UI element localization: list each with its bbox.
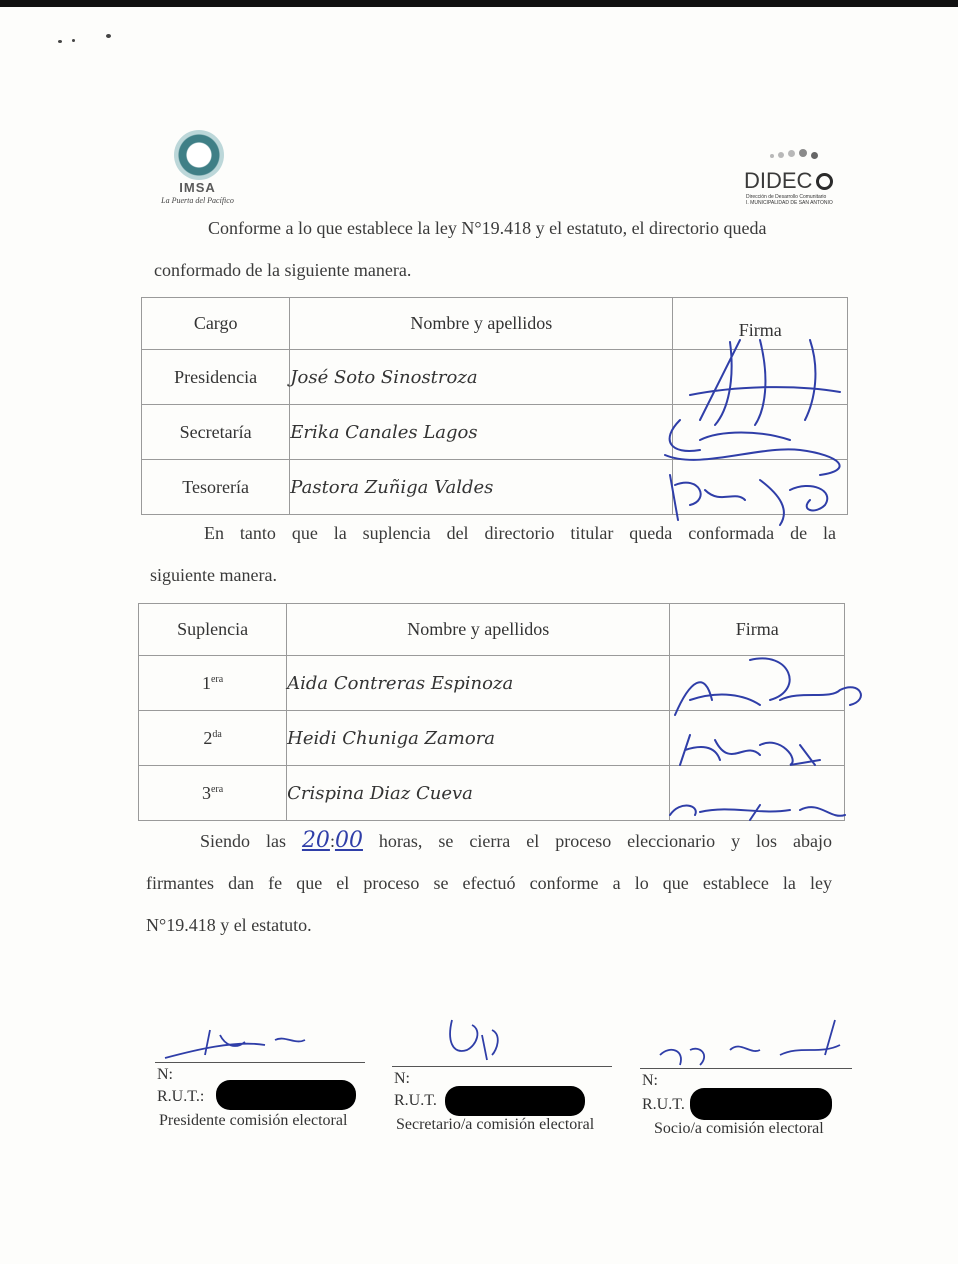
signature-member [640, 1010, 852, 1072]
suplencia-ordinal-3: $3^{era}$ [139, 766, 287, 821]
n-label: N: [642, 1072, 658, 1089]
header-nombre: Nombre y apellidos [290, 298, 673, 350]
signature-line [640, 1068, 852, 1069]
closing-line-3: N°19.418 y el estatuto. [146, 915, 312, 935]
firma-cell [670, 656, 845, 711]
redaction-bar [690, 1088, 832, 1120]
nombre-secretaria: Erika Canales Lagos [290, 405, 673, 460]
header-firma: Firma [670, 604, 845, 656]
directorio-table [141, 297, 848, 515]
suplencia-line-2: siguiente manera. [150, 565, 277, 585]
suplencia-table [138, 603, 845, 821]
n-label: N: [157, 1066, 173, 1083]
rut-label: R.U.T. [642, 1096, 685, 1113]
suplencia-paragraph [150, 512, 836, 596]
intro-line-2: conformado de la siguiente manera. [154, 260, 412, 280]
header-firma: Firma [673, 298, 848, 350]
rut-label: R.U.T. [394, 1092, 437, 1109]
role-label: Presidente comisión electoral [159, 1112, 348, 1129]
dideco-circle-icon [816, 173, 833, 190]
suplencia-ordinal-2: $2^{da}$ [139, 711, 287, 766]
firma-cell [673, 460, 848, 515]
intro-line-1: Conforme a lo que establece la ley N°19.418 y el estatuto, el directorio queda [208, 218, 767, 238]
scan-top-edge [0, 0, 958, 7]
header-nombre: Nombre y apellidos [287, 604, 670, 656]
dideco-wordmark: DIDEC [744, 168, 813, 193]
signature-line [392, 1066, 612, 1067]
imsa-logo [150, 130, 245, 208]
header-suplencia: Suplencia [139, 604, 287, 656]
cargo-secretaria: Secretaría [142, 405, 290, 460]
n-label: N: [394, 1070, 410, 1087]
firma-cell [673, 350, 848, 405]
closing-minutes: 00 [334, 828, 363, 853]
role-label: Secretario/a comisión electoral [396, 1116, 595, 1133]
redaction-bar [445, 1086, 585, 1116]
cargo-presidencia: Presidencia [142, 350, 290, 405]
nombre-suplente-3: Crispina Diaz Cueva [287, 766, 670, 821]
closing-line-1: Siendo las 20:00 horas, se cierra el proceso eleccionario y los abajo [200, 828, 832, 853]
role-label: Socio/a comisión electoral [654, 1120, 824, 1137]
suplencia-line-1: En tanto que la suplencia del directorio titular queda conformada de la [204, 523, 836, 543]
signature-secretary [392, 1010, 612, 1068]
intro-paragraph [154, 207, 840, 291]
scan-speck [72, 39, 75, 42]
nombre-suplente-1: Aida Contreras Espinoza [287, 656, 670, 711]
imsa-seal-icon [174, 130, 224, 180]
closing-hour: 20 [301, 828, 330, 853]
closing-line-2: firmantes dan fe que el proceso se efectuó conforme a lo que establece la ley [146, 873, 832, 893]
nombre-presidencia: José Soto Sinostroza [290, 350, 673, 405]
signatory-block-president [155, 1010, 365, 1135]
signatory-block-secretary [392, 1010, 612, 1135]
header-cargo: Cargo [142, 298, 290, 350]
firma-cell [673, 405, 848, 460]
signature-line [155, 1062, 365, 1063]
suplencia-ordinal-1: $1^{era}$ [139, 656, 287, 711]
closing-paragraph [146, 820, 832, 946]
signature-president [155, 1010, 365, 1065]
rut-label: R.U.T.: [157, 1088, 205, 1105]
imsa-logo-tagline: La Puerta del Pacífico [161, 196, 234, 205]
scan-speck [58, 40, 62, 43]
cargo-tesoreria: Tesorería [142, 460, 290, 515]
scan-speck [106, 34, 111, 38]
firma-cell [670, 766, 845, 821]
dideco-dots-icon [766, 148, 826, 160]
firma-cell [670, 711, 845, 766]
imsa-logo-name: IMSA [179, 180, 216, 195]
dideco-logo [742, 148, 842, 210]
nombre-tesoreria: Pastora Zuñiga Valdes [290, 460, 673, 515]
signatory-block-member [640, 1010, 852, 1140]
nombre-suplente-2: Heidi Chuniga Zamora [287, 711, 670, 766]
dideco-subtitle: Dirección de Desarrollo Comunitario I. MUNICIPALIDAD DE SAN ANTONIO [746, 194, 833, 206]
redaction-bar [216, 1080, 356, 1110]
